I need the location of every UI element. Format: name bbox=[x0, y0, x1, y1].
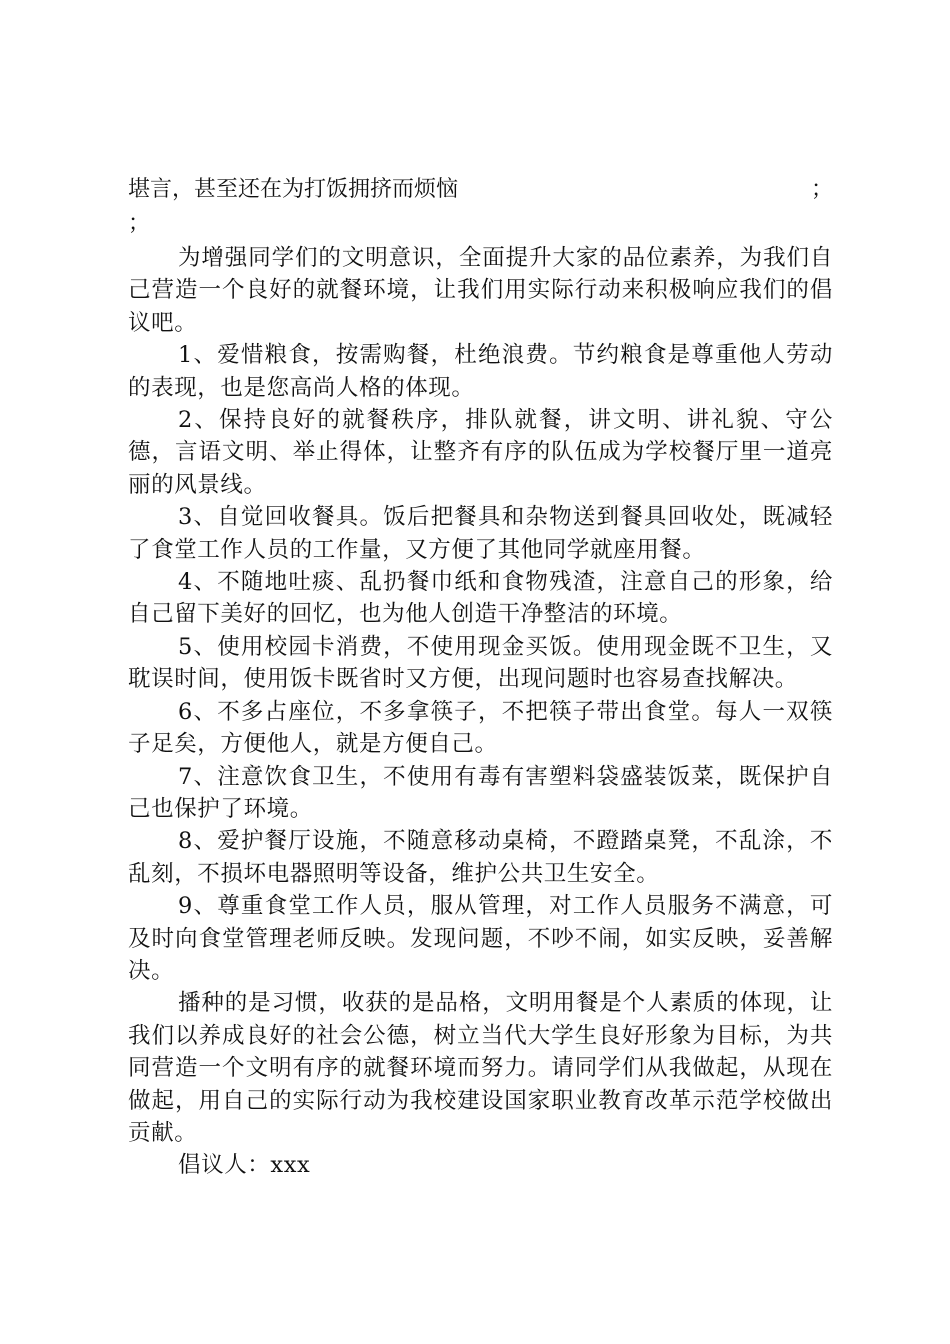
closing-paragraph: 播种的是习惯，收获的是品格，文明用餐是个人素质的体现，让我们以养成良好的社会公德，树立当代大学生良好形象为目标，为共同营造一个文明有序的就餐环境而努力。请同学们从我做起，从现在做起，用自己的实际行动为我校建设国家职业教育改革示范学校做出贡献。 bbox=[128, 990, 833, 1146]
item-1-paragraph: 1、爱惜粮食，按需购餐，杜绝浪费。节约粮食是尊重他人劳动的表现，也是您高尚人格的体现。 bbox=[128, 342, 833, 401]
item-9-paragraph: 9、尊重食堂工作人员，服从管理，对工作人员服务不满意，可及时向食堂管理老师反映。发现问题，不吵不闹，如实反映，妥善解决。 bbox=[128, 893, 833, 984]
item-4-paragraph: 4、不随地吐痰、乱扔餐巾纸和食物残渣，注意自己的形象，给自己留下美好的回忆，也为他人创造干净整洁的环境。 bbox=[128, 569, 833, 628]
lead-line bbox=[128, 170, 833, 210]
item-5-paragraph: 5、使用校园卡消费，不使用现金买饭。使用现金既不卫生，又耽误时间，使用饭卡既省时又方便，出现问题时也容易查找解决。 bbox=[128, 633, 833, 693]
item-3-paragraph: 3、自觉回收餐具。饭后把餐具和杂物送到餐具回收处，既减轻了食堂工作人员的工作量，又方便了其他同学就座用餐。 bbox=[128, 504, 833, 563]
item-2-paragraph: 2、保持良好的就餐秩序，排队就餐，讲文明、讲礼貌、守公德，言语文明、举止得体，让整齐有序的队伍成为学校餐厅里一道亮丽的风景线。 bbox=[128, 407, 833, 498]
item-8-paragraph: 8、爱护餐厅设施，不随意移动桌椅，不蹬踏桌凳，不乱涂，不乱刻，不损坏电器照明等设备，维护公共卫生安全。 bbox=[128, 828, 833, 887]
item-7-paragraph: 7、注意饮食卫生，不使用有毒有害塑料袋盛装饭菜，既保护自己也保护了环境。 bbox=[128, 763, 833, 822]
document-page bbox=[128, 170, 833, 1182]
lead-line-text: 堪言，甚至还在为打饭拥挤而烦恼 bbox=[128, 177, 459, 202]
semicolon-line: ； bbox=[128, 211, 151, 236]
item-6-paragraph: 6、不多占座位，不多拿筷子，不把筷子带出食堂。每人一双筷子足矣，方便他人，就是方便自己。 bbox=[128, 698, 833, 758]
lead-line-semicolon: ； bbox=[810, 177, 833, 202]
intro-paragraph: 为增强同学们的文明意识，全面提升大家的品位素养，为我们自己营造一个良好的就餐环境，让我们用实际行动来积极响应我们的倡议吧。 bbox=[128, 245, 833, 336]
signature-line: 倡议人：xxx bbox=[178, 1152, 311, 1179]
